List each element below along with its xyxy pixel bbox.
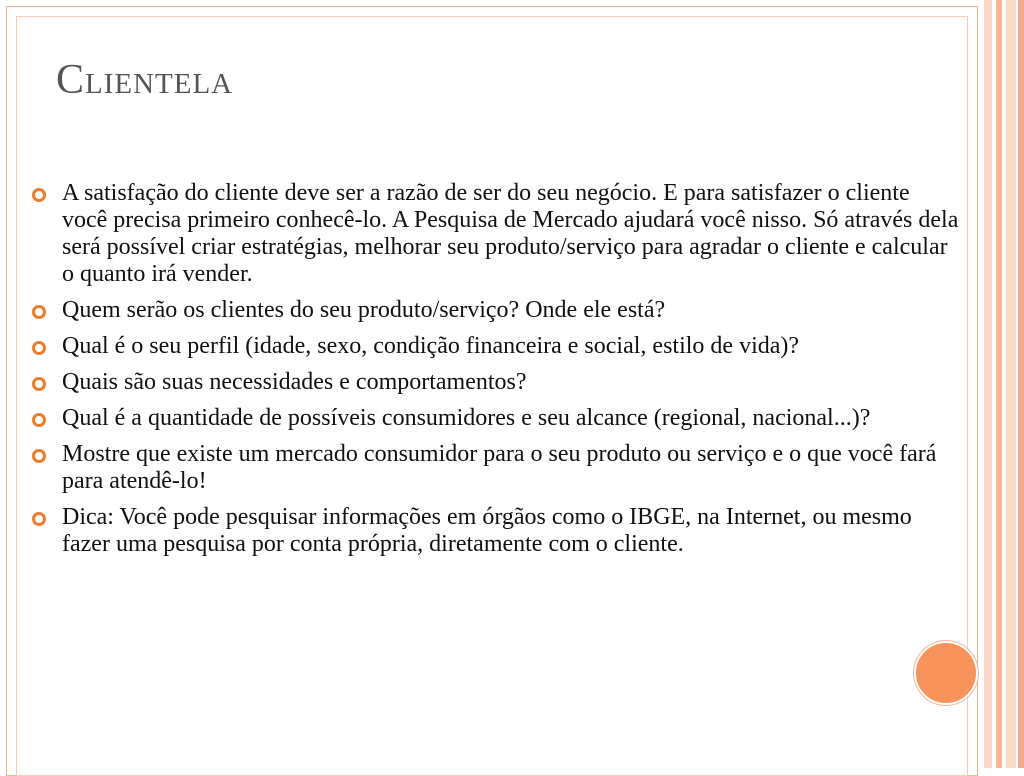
slide-title: Clientela	[56, 57, 234, 103]
bullet-text: Mostre que existe um mercado consumidor para o seu produto ou serviço e o que você fará para atendê-lo!	[62, 441, 937, 494]
bullet-circle-icon	[32, 341, 46, 355]
bullet-item	[30, 297, 960, 324]
bullet-circle-icon	[32, 449, 46, 463]
bullet-circle-icon	[32, 188, 46, 202]
bullet-text: Quem serão os clientes do seu produto/serviço? Onde ele está?	[62, 297, 666, 323]
bullet-list	[30, 180, 960, 567]
bullet-text: Dica: Você pode pesquisar informações em órgãos como o IBGE, na Internet, ou mesmo fazer uma pesquisa por conta própria, diretamente com o cliente.	[62, 504, 912, 557]
bullet-text: A satisfação do cliente deve ser a razão de ser do seu negócio. E para satisfazer o cliente você precisa primeiro conhecê-lo. A Pesquisa de Mercado ajudará você nisso. Só através dela será possível criar estratégias, melhorar seu produto/serviço para agradar o cliente e calcular o quanto irá vender.	[62, 180, 959, 287]
bullet-circle-icon	[32, 305, 46, 319]
bullet-circle-icon	[32, 377, 46, 391]
bullet-item	[30, 405, 960, 432]
bullet-item	[30, 369, 960, 396]
bullet-circle-icon	[32, 413, 46, 427]
bullet-text: Quais são suas necessidades e comportamentos?	[62, 369, 527, 395]
bullet-item	[30, 333, 960, 360]
decorative-circle	[914, 641, 978, 705]
bullet-item	[30, 441, 960, 495]
decorative-stripes	[978, 0, 1024, 768]
bullet-text: Qual é a quantidade de possíveis consumidores e seu alcance (regional, nacional...)?	[62, 405, 871, 431]
bullet-item	[30, 504, 960, 558]
bullet-item	[30, 180, 960, 288]
bullet-circle-icon	[32, 512, 46, 526]
bullet-text: Qual é o seu perfil (idade, sexo, condição financeira e social, estilo de vida)?	[62, 333, 800, 359]
